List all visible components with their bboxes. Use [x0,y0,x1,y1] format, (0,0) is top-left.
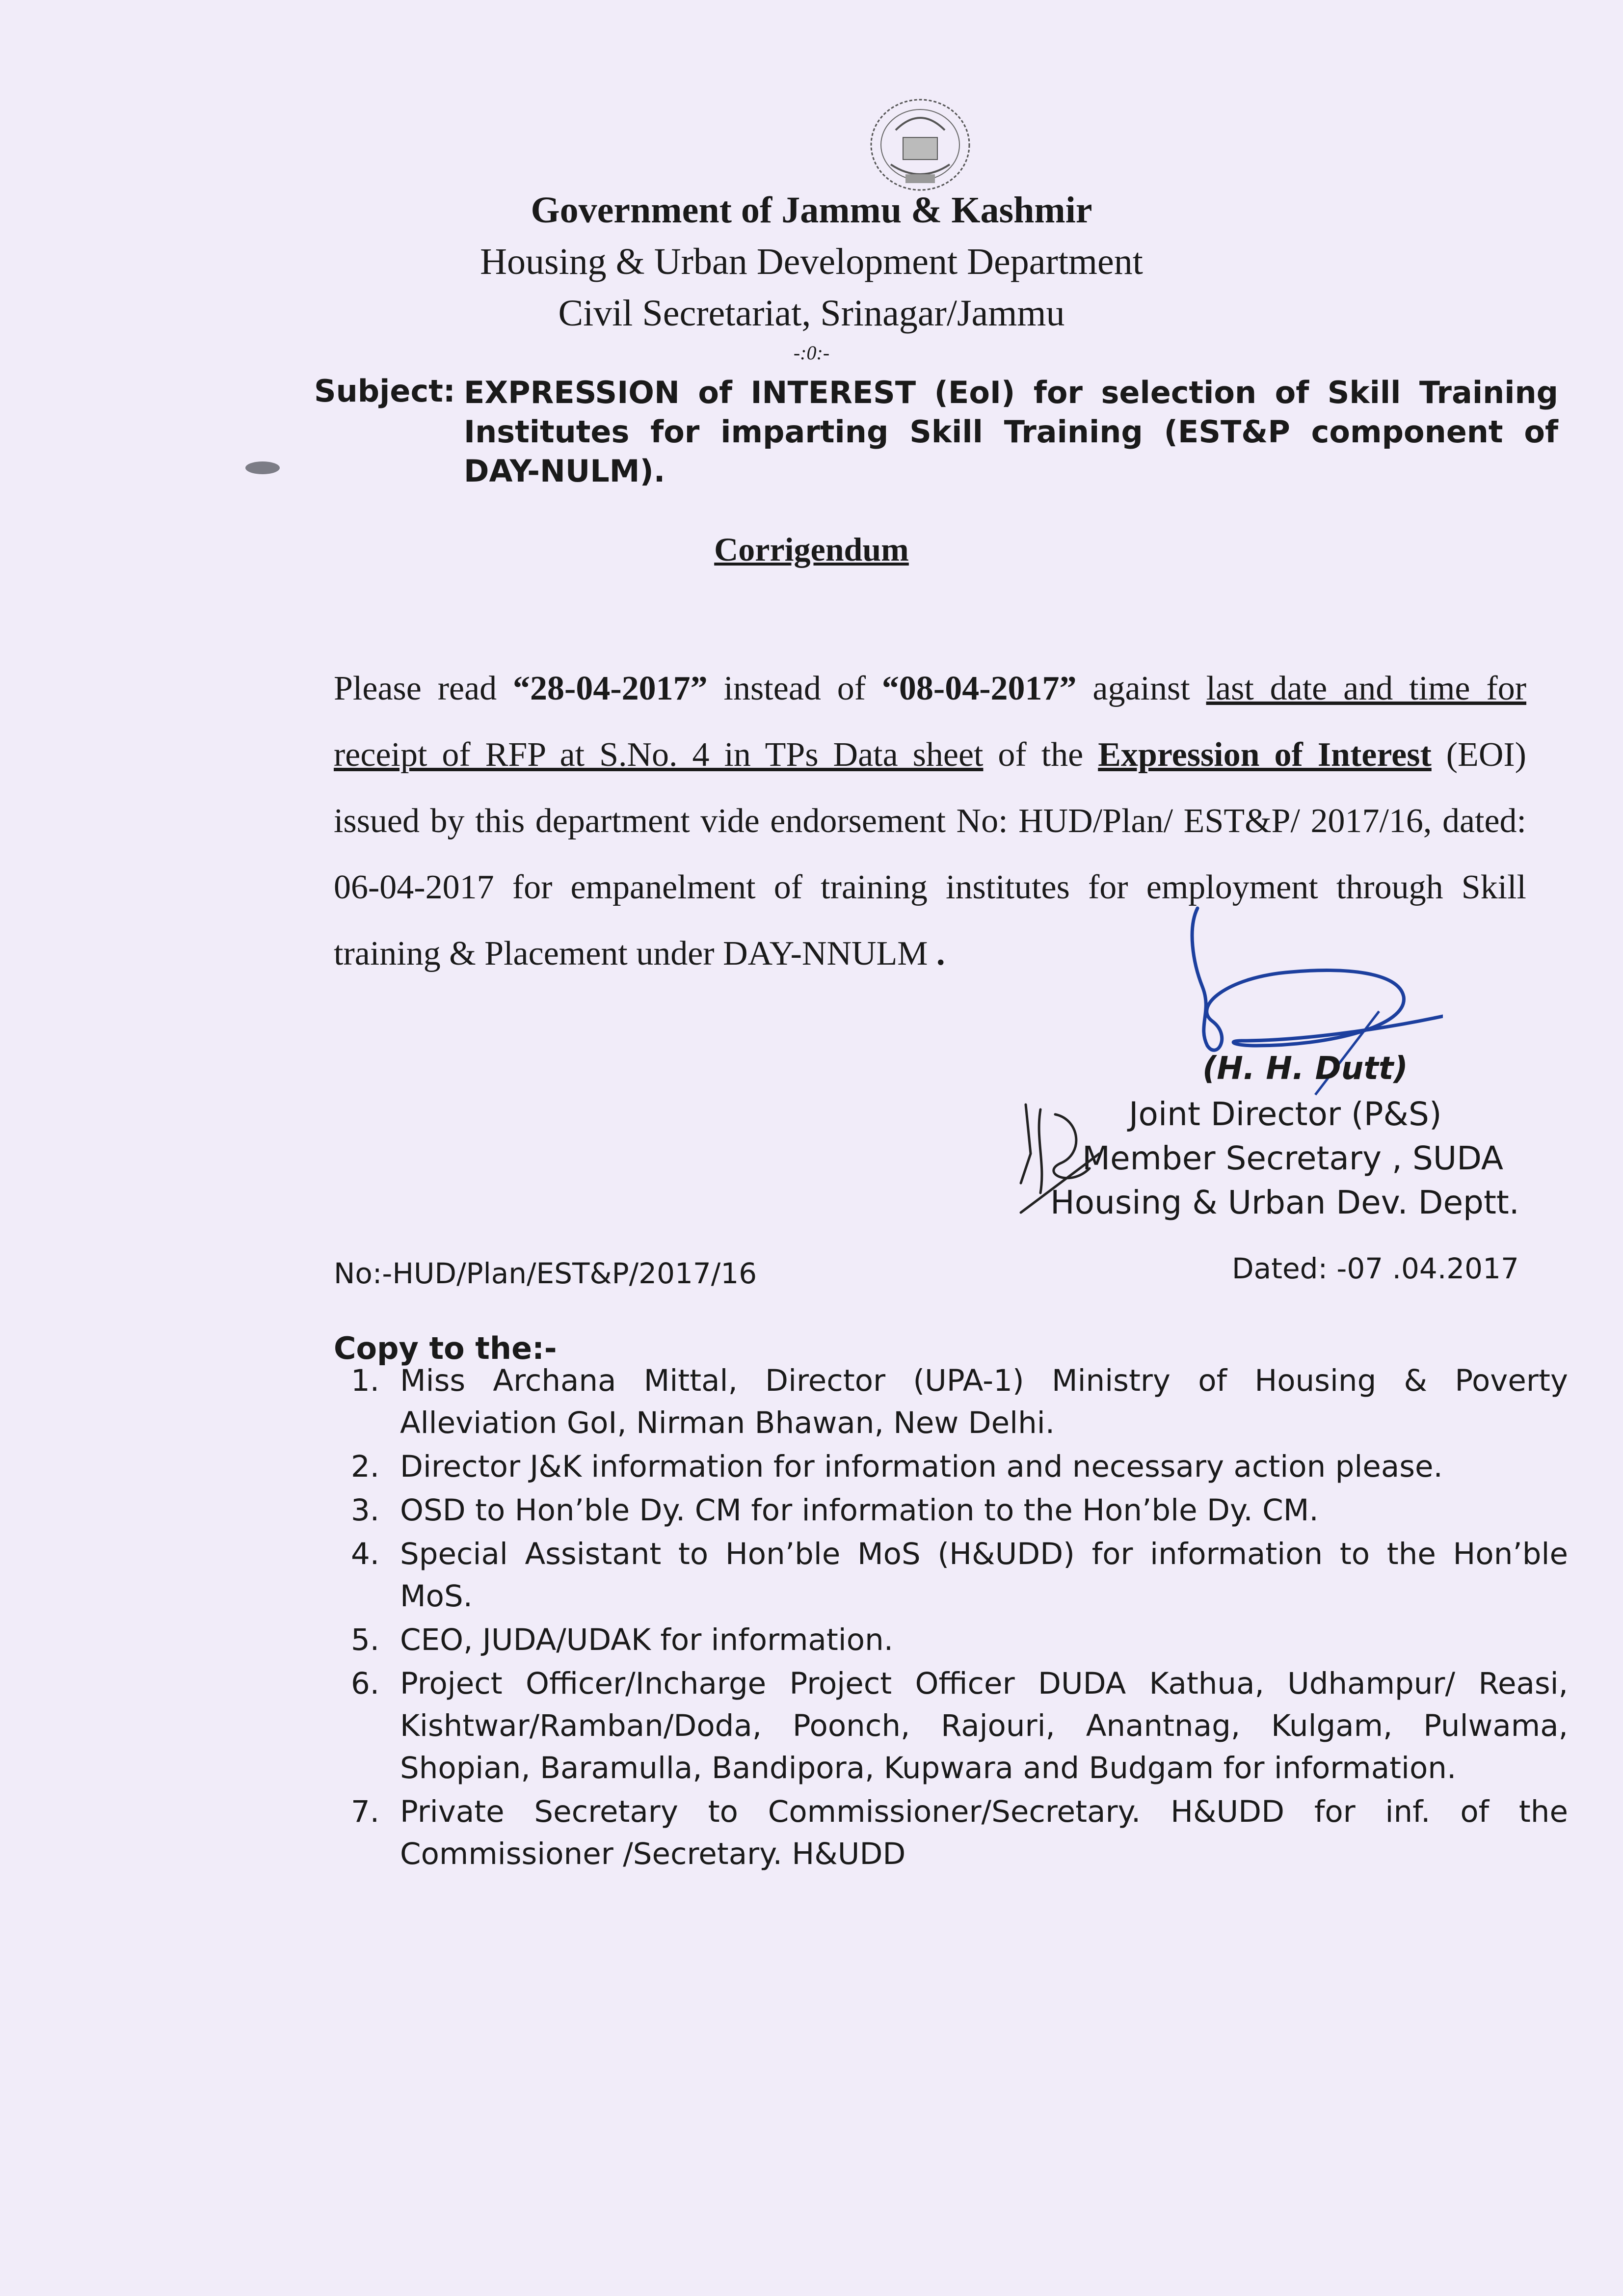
reference-date: Dated: -07 .04.2017 [1232,1252,1519,1285]
department-title: Housing & Urban Development Department [480,241,1143,282]
item-text: CEO, JUDA/UDAK for information. [400,1622,894,1657]
item-text: Private Secretary to Commissioner/Secretary. H&UDD for inf. of the Commissioner /Secretary. H&UDD [400,1794,1568,1871]
list-item [351,1791,1568,1875]
item-number: 3. [351,1493,380,1528]
eoi-reference: Expression of Interest [1098,736,1432,774]
item-number: 1. [351,1363,380,1398]
item-text: Special Assistant to Hon’ble MoS (H&UDD) for information to the Hon’ble MoS. [400,1537,1568,1614]
state-emblem [861,96,979,194]
body-end: . [928,935,945,972]
reference-number: No:-HUD/Plan/EST&P/2017/16 [334,1257,757,1290]
header-separator: -:0:- [793,342,830,364]
list-item [351,1489,1568,1532]
list-item [351,1663,1568,1789]
subject-text: EXPRESSION of INTEREST (EoI) for selection of Skill Training Institutes for imparting Skill Training (EST&P component of DAY-NULM). [464,375,1558,489]
list-item [351,1533,1568,1618]
item-number: 7. [351,1794,380,1829]
government-title: Government of Jammu & Kashmir [531,189,1092,231]
item-number: 5. [351,1622,380,1657]
signatory-designation: Housing & Urban Dev. Deptt. [1050,1184,1519,1221]
new-date: “28-04-2017” [513,670,708,707]
subject-label: Subject: [314,373,455,409]
copy-to-heading: Copy to the:- [334,1330,557,1366]
underlined-reference: last date and time for receipt of RFP at S.No. 4 in TPs Data sheet [334,670,1526,774]
copy-to-list [351,1360,1568,1877]
scan-mark [245,461,280,474]
old-date: “08-04-2017” [881,670,1077,707]
body-text: instead of [707,670,882,707]
signatory-name: (H. H. Dutt) [1202,1051,1408,1087]
body-text: of the [983,736,1098,774]
item-number: 6. [351,1666,380,1701]
signatory-designation: Joint Director (P&S) [1129,1095,1442,1133]
item-number: 2. [351,1449,380,1484]
list-item [351,1360,1568,1444]
item-number: 4. [351,1537,380,1571]
list-item [351,1446,1568,1488]
secretariat-title: Civil Secretariat, Srinagar/Jammu [558,293,1065,334]
body-text: (EOI) issued by this department vide endorsement No: HUD/Plan/ EST&P/ 2017/16, dated: 06-04-2017 for empanelment of training institutes for employment through Skill training & Placement under DAY-NNULM [334,736,1526,972]
signatory-designation: Member Secretary , SUDA [1082,1139,1503,1177]
item-text: Miss Archana Mittal, Director (UPA-1) Ministry of Housing & Poverty Alleviation GoI, Nirman Bhawan, New Delhi. [400,1363,1568,1440]
item-text: Director J&K information for information and necessary action please. [400,1449,1443,1484]
item-text: Project Officer/Incharge Project Officer DUDA Kathua, Udhampur/ Reasi, Kishtwar/Ramban/Doda, Poonch, Rajouri, Anantnag, Kulgam, Pulwama, Shopian, Baramulla, Bandipora, Kupwara and Budgam for information. [400,1666,1568,1785]
list-item [351,1619,1568,1661]
body-text: Please read [334,670,513,707]
item-text: OSD to Hon’ble Dy. CM for information to the Hon’ble Dy. CM. [400,1493,1319,1528]
body-text: against [1076,670,1206,707]
corrigendum-title: Corrigendum [714,531,909,568]
handwritten-initials [1011,1095,1109,1222]
